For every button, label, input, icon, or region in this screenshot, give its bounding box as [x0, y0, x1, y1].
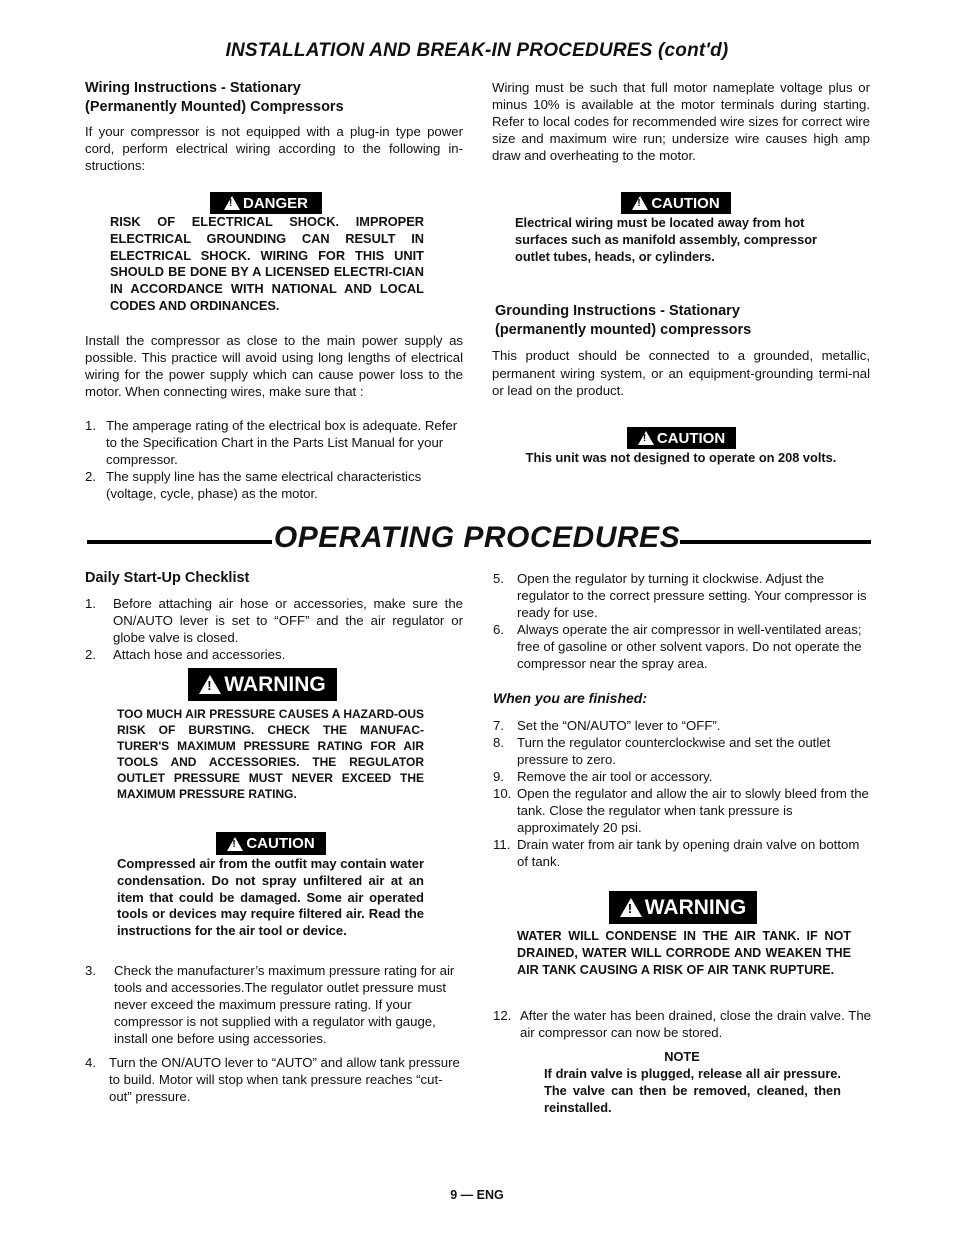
list-item: 12. After the water has been drained, close the drain valve. The air compressor can now be stored. — [493, 1008, 871, 1040]
list-item: 1. Before attaching air hose or accessories, make sure the ON/AUTO lever is set to “OFF” and the air regulator or globe valve is closed. — [85, 596, 463, 645]
caution-badge-2: ! CAUTION — [627, 427, 736, 449]
warning-triangle-icon — [638, 431, 654, 445]
warning-triangle-icon — [224, 196, 240, 210]
checklist-list-c — [493, 570, 871, 672]
warning-text: TOO MUCH AIR PRESSURE CAUSES A HAZARD-OUS RISK OF BURSTING. CHECK THE MANUFAC-TURER'S MAXIMUM PRESSURE RATING FOR AIR TOOLS AND ACCESSORIES. THE REGULATOR OUTLET PRESSURE MUST NEVER EXCEED THE MAXIMUM PRESSURE RATING. — [117, 707, 424, 801]
list-item: 8. Turn the regulator counterclockwise and set the outlet pressure to zero. — [493, 735, 831, 767]
list-item: 1. The amperage rating of the electrical box is adequate. Refer to the Specification Chart in the Parts List Manual for your compressor. — [85, 418, 458, 467]
warning-badge: ! WARNING — [188, 668, 337, 701]
checklist-list-a — [85, 595, 463, 663]
section-title: OPERATING PROCEDURES — [273, 521, 681, 554]
motor-text: Wiring must be such that full motor nameplate voltage plus or minus 10% is available at the motor terminals during starting. Refer to local codes for recommended wire sizes for correct wire size and maximum wire run; undersize wire causes high amp draw and overheating to the motor. — [492, 80, 870, 163]
note-text: If drain valve is plugged, release all air pressure. The valve can then be removed, cleaned, then reinstalled. — [544, 1066, 841, 1115]
caution-text: Electrical wiring must be located away from hot surfaces such as manifold assembly, compressor outlet tubes, heads, or cylinders. — [515, 215, 818, 264]
title-rule-right — [680, 540, 871, 544]
list-item: 5. Open the regulator by turning it clockwise. Adjust the regulator to the correct pressure setting. Your compressor is ready for use. — [493, 571, 867, 620]
list-item: 10. Open the regulator and allow the air to slowly bleed from the tank. Close the regulator when tank pressure is approximately 20 psi. — [493, 786, 869, 835]
grounding-text: This product should be connected to a grounded, metallic, permanent wiring system, or an equipment-grounding termi-nal or lead on the product. — [492, 348, 870, 398]
warning-triangle-icon — [199, 675, 221, 694]
list-item: 2. Attach hose and accessories. — [85, 647, 286, 662]
warning-triangle-icon — [620, 898, 642, 917]
caution-text-2: This unit was not designed to operate on 208 volts. — [525, 450, 837, 465]
list-item: 4. Turn the ON/AUTO lever to “AUTO” and allow tank pressure to build. Motor will stop when tank pressure reaches “cut-out” pressure. — [85, 1055, 460, 1104]
grounding-heading: Grounding Instructions - Stationary (permanently mounted) compressors — [495, 303, 752, 338]
list-item: 9. Remove the air tool or accessory. — [493, 769, 713, 784]
danger-badge: ! DANGER — [210, 192, 322, 214]
checklist-list-d — [493, 717, 871, 870]
wiring-list — [85, 417, 463, 502]
checklist-list-e — [493, 1007, 871, 1041]
warning-triangle-icon — [632, 196, 648, 210]
page-title: INSTALLATION AND BREAK-IN PROCEDURES (cont'd) — [225, 40, 729, 61]
checklist-heading: Daily Start-Up Checklist — [85, 570, 250, 586]
caution-text-3: Compressed air from the outfit may contain water condensation. Do not spray unfiltered air at an item that could be damaged. Some air operated tools or devices may require filtered air. Read the instructions for the air tool or device. — [117, 856, 425, 939]
warning-badge-2: ! WARNING — [609, 891, 757, 924]
list-item: 6. Always operate the air compressor in well-ventilated areas; free of gasoline or other solvent vapors. Do not operate the compressor near the spray area. — [493, 622, 862, 671]
warning-triangle-icon — [227, 837, 243, 851]
note-heading: NOTE — [664, 1049, 700, 1064]
danger-text: RISK OF ELECTRICAL SHOCK. IMPROPER ELECTRICAL GROUNDING CAN RESULT IN ELECTRICAL SHOCK. WIRING FOR THIS UNIT SHOULD BE DONE BY A LICENSED ELECTRI-CIAN IN ACCORDANCE WITH NATIONAL AND LOCAL CODES AND ORDINANCES. — [110, 214, 424, 313]
list-item: 3. Check the manufacturer’s maximum pressure rating for air tools and accessories.The regulator outlet pressure must never exceed the maximum pressure rating. If your compressor is not supplied with a regulator with gauge, install one before using accessories. — [85, 963, 455, 1046]
checklist-list-b — [85, 962, 463, 1105]
caution-badge: ! CAUTION — [621, 192, 731, 214]
list-item: 11. Drain water from air tank by opening drain valve on bottom of tank. — [493, 837, 860, 869]
install-text: Install the compressor as close to the main power supply as possible. This practice will avoid using long lengths of electrical wiring for the power supply which can cause power loss to the motor. When connecting wires, make sure that : — [85, 333, 463, 399]
finished-heading: When you are finished: — [493, 690, 648, 706]
wiring-heading: Wiring Instructions - Stationary (Permanently Mounted) Compressors — [85, 80, 344, 115]
list-item: 2. The supply line has the same electrical characteristics (voltage, cycle, phase) as the motor. — [85, 469, 422, 501]
warning-text-2: WATER WILL CONDENSE IN THE AIR TANK. IF NOT DRAINED, WATER WILL CORRODE AND WEAKEN THE AIR TANK CAUSING A RISK OF AIR TANK RUPTURE. — [517, 929, 851, 977]
list-item: 7. Set the “ON/AUTO” lever to “OFF”. — [493, 718, 721, 733]
caution-badge-3: ! CAUTION — [216, 832, 326, 855]
wiring-intro: If your compressor is not equipped with a plug-in type power cord, perform electrical wiring according to the following in-structions: — [85, 124, 463, 173]
page-number: 9 — ENG — [450, 1188, 504, 1202]
